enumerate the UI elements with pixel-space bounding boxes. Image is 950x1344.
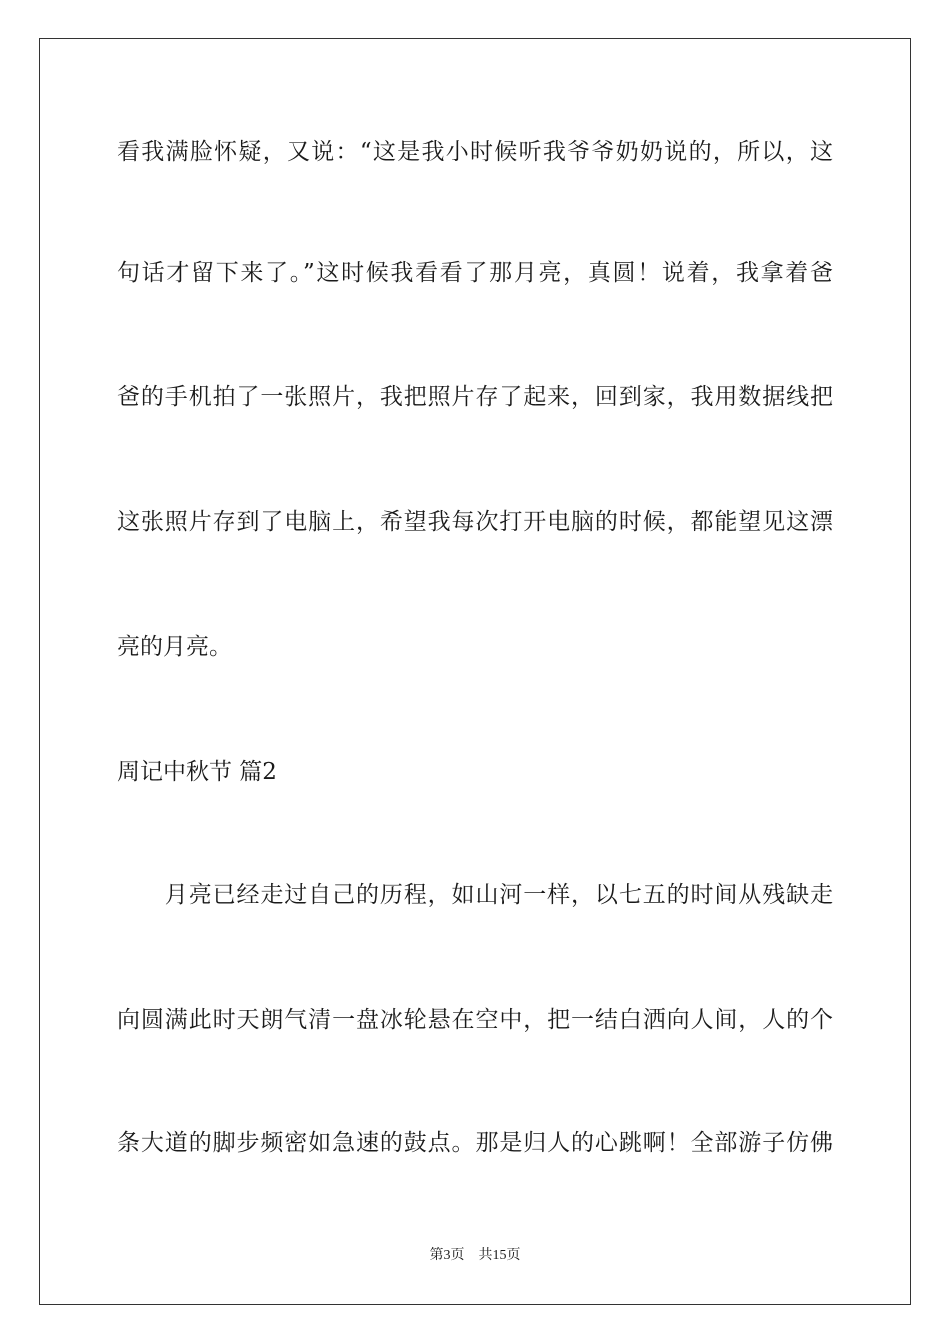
page-frame <box>39 38 911 1305</box>
text-line: 看我满脸怀疑，又说：“这是我小时候听我爷爷奶奶说的，所以，这 <box>117 139 833 165</box>
text-line: 爸的手机拍了一张照片，我把照片存了起来，回到家，我用数据线把 <box>117 384 833 410</box>
page-number: 第3页 <box>429 1248 465 1263</box>
text-line: 句话才留下来了。”这时候我看看了那月亮，真圆！说着，我拿着爸 <box>117 260 833 286</box>
section-heading: 周记中秋节 篇2 <box>117 759 277 785</box>
page-footer <box>0 1247 950 1265</box>
text-line: 条大道的脚步频密如急速的鼓点。那是归人的心跳啊！全部游子仿佛 <box>117 1130 833 1156</box>
text-line: 向圆满此时天朗气清一盘冰轮悬在空中，把一结白洒向人间，人的个 <box>117 1007 833 1033</box>
text-line: 这张照片存到了电脑上，希望我每次打开电脑的时候，都能望见这漂 <box>117 509 833 535</box>
page-total: 共15页 <box>478 1248 521 1263</box>
text-line: 月亮已经走过自己的历程，如山河一样，以七五的时间从残缺走 <box>117 882 833 908</box>
text-line: 亮的月亮。 <box>117 634 232 660</box>
